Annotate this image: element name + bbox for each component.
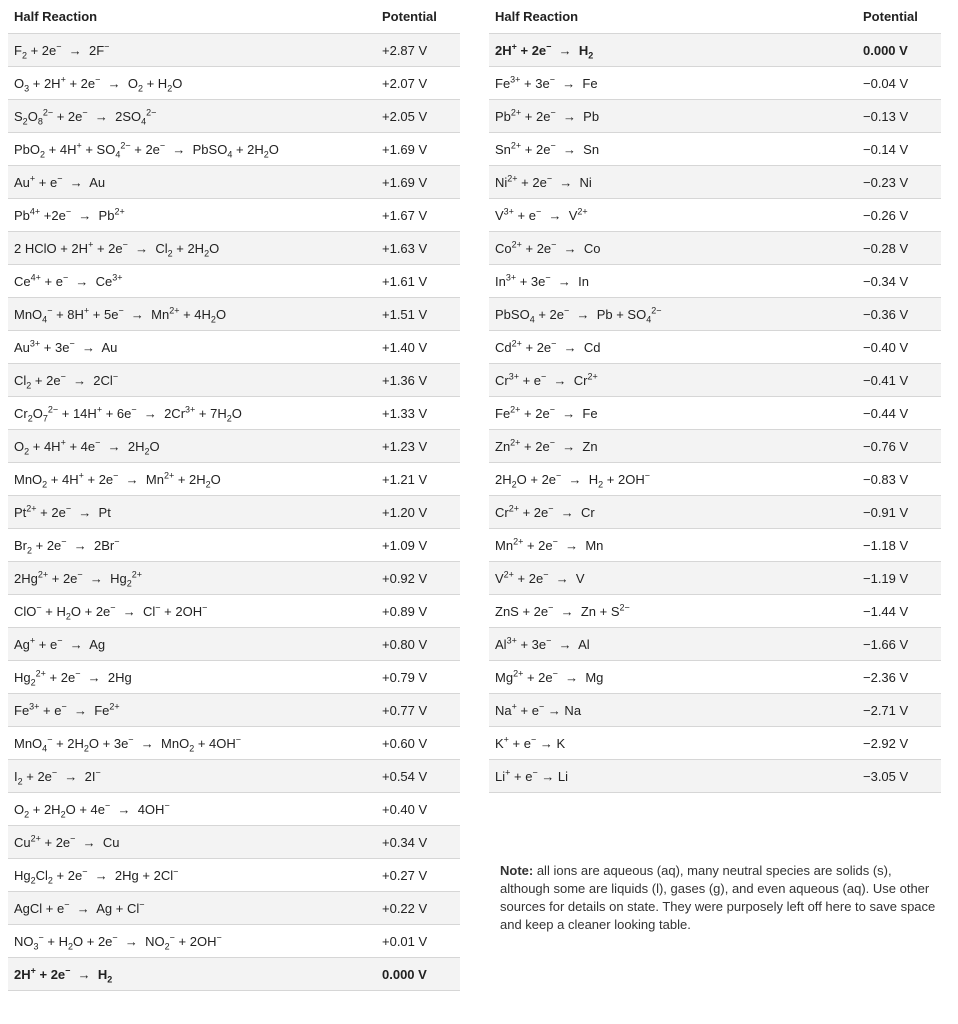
table-row: [8, 892, 460, 925]
table-row: [8, 331, 460, 364]
potential-cell: +1.67 V: [376, 199, 460, 232]
potential-cell: −1.18 V: [857, 529, 941, 562]
left-table-body: [8, 34, 460, 991]
half-reaction-cell: $Zn^{2+} + 2e^- \to Zn$: [489, 430, 857, 463]
potential-cell: −3.05 V: [857, 760, 941, 793]
potential-cell: −0.41 V: [857, 364, 941, 397]
table-row: [8, 496, 460, 529]
half-reaction-cell: $Pb^{4+} +2e^- \to Pb^{2+}$: [8, 199, 376, 232]
potential-cell: +0.22 V: [376, 892, 460, 925]
half-reaction-cell: $ClO^- + H_2O + 2e^- \to Cl^- + 2OH^-$: [8, 595, 376, 628]
potential-cell: +2.87 V: [376, 34, 460, 67]
table-row: [8, 760, 460, 793]
half-reaction-cell: $Mn^{2+} + 2e^- \to Mn$: [489, 529, 857, 562]
half-reaction-cell: Au+ + e− → Au: [8, 166, 376, 199]
potential-cell: +0.89 V: [376, 595, 460, 628]
table-row: [8, 34, 460, 67]
half-reaction-cell: $MnO_4^- + 2H_2O + 3e^- \to MnO_2 + 4OH^-$: [8, 727, 376, 760]
table-row: [489, 133, 941, 166]
potential-cell: +1.33 V: [376, 397, 460, 430]
half-reaction-cell: $Cl_2 + 2e^- \to 2Cl^-$: [8, 364, 376, 397]
table-row: [489, 364, 941, 397]
table-note: [500, 862, 940, 934]
table-row: [489, 595, 941, 628]
potential-cell: −0.83 V: [857, 463, 941, 496]
table-row: [8, 397, 460, 430]
potential-cell: +1.69 V: [376, 133, 460, 166]
right-table-body: [489, 34, 941, 793]
half-reaction-cell: $Cu^{2+} + 2e^- \to Cu$: [8, 826, 376, 859]
reduction-potential-table-right: [489, 0, 941, 793]
half-reaction-cell: $I_2 + 2e^- \to 2I^-$: [8, 760, 376, 793]
potential-cell: +0.92 V: [376, 562, 460, 595]
potential-cell: −1.66 V: [857, 628, 941, 661]
potential-cell: −1.44 V: [857, 595, 941, 628]
potential-cell: −0.36 V: [857, 298, 941, 331]
table-row: [8, 529, 460, 562]
potential-cell: +0.27 V: [376, 859, 460, 892]
half-reaction-cell: $NO_3^- + H_2O + 2e^- \to NO_2^- + 2OH^-$: [8, 925, 376, 958]
table-row: [489, 430, 941, 463]
half-reaction-cell: $Hg_2Cl_2 + 2e^- \to 2Hg + 2Cl^-$: [8, 859, 376, 892]
half-reaction-cell: $Fe^{2+} + 2e^- \to Fe$: [489, 397, 857, 430]
half-reaction-cell: PbSO$_4$ + $2e^- \to Pb + SO_4^{2-}$: [489, 298, 857, 331]
potential-header: Potential: [857, 0, 941, 34]
potential-cell: +2.05 V: [376, 100, 460, 133]
half-reaction-cell: $V^{3+} + e^- \to V^{2+}$: [489, 199, 857, 232]
half-reaction-cell: $O_3 + 2H^+ + 2e^- \to O_2 + H_2O$: [8, 67, 376, 100]
half-reaction-cell: $Ni^{2+} + 2e^- \to Ni$: [489, 166, 857, 199]
half-reaction-cell: $Pt^{2+} + 2e^- \to Pt$: [8, 496, 376, 529]
half-reaction-cell: $MnO_2 + 4H^+ + 2e^- \to Mn^{2+} + 2H_2O$: [8, 463, 376, 496]
table-row: [489, 331, 941, 364]
half-reaction-cell: AgCl + e− → Ag + Cl−: [8, 892, 376, 925]
half-reaction-cell: $MnO_4^- + 8H^+ + 5e^- \to Mn^{2+} + 4H_2O$: [8, 298, 376, 331]
table-row: [489, 100, 941, 133]
half-reaction-cell: $2H^+ + 2e^- \to H_2$: [8, 958, 376, 991]
table-row: [8, 595, 460, 628]
table-row: [489, 34, 941, 67]
potential-cell: −0.26 V: [857, 199, 941, 232]
potential-cell: +0.01 V: [376, 925, 460, 958]
table-row: [8, 925, 460, 958]
potential-cell: −2.71 V: [857, 694, 941, 727]
table-row: [8, 727, 460, 760]
potential-header: Potential: [376, 0, 460, 34]
table-row: [8, 826, 460, 859]
half-reaction-cell: $Fe^{3+} + 3e^- \to Fe$: [489, 67, 857, 100]
potential-cell: +0.54 V: [376, 760, 460, 793]
note-label: Note:: [500, 863, 534, 878]
table-row: [489, 628, 941, 661]
potential-cell: 0.000 V: [857, 34, 941, 67]
potential-cell: −0.44 V: [857, 397, 941, 430]
table-row: [489, 529, 941, 562]
potential-cell: +0.79 V: [376, 661, 460, 694]
potential-cell: 0.000 V: [376, 958, 460, 991]
potential-cell: +1.23 V: [376, 430, 460, 463]
table-row: [8, 265, 460, 298]
potential-cell: +0.77 V: [376, 694, 460, 727]
potential-cell: −0.13 V: [857, 100, 941, 133]
potential-cell: +0.34 V: [376, 826, 460, 859]
table-row: [8, 628, 460, 661]
potential-cell: −2.36 V: [857, 661, 941, 694]
half-reaction-cell: $Br_2 + 2e^- \to 2Br^-$: [8, 529, 376, 562]
half-reaction-cell: $Pb^{2+} + 2e^- \to Pb$: [489, 100, 857, 133]
table-row: [489, 298, 941, 331]
half-reaction-cell: $V^{2+} + 2e^- \to V$: [489, 562, 857, 595]
half-reaction-cell: $S_2O_8^{2-} + 2e^- \to 2SO_4^{2-}$: [8, 100, 376, 133]
half-reaction-cell: 2 HClO + $2H^+ + 2e^- \to Cl_2 + 2H_2O$: [8, 232, 376, 265]
potential-cell: −0.28 V: [857, 232, 941, 265]
half-reaction-cell: $Cr_2O_7^{2-} + 14H^+ + 6e^- \to 2Cr^{3+} + 7H_2O$: [8, 397, 376, 430]
half-reaction-cell: K+ + e− → K: [489, 727, 857, 760]
half-reaction-cell: ZnS + $2e^- \to Zn + S^{2-}$: [489, 595, 857, 628]
table-row: [8, 364, 460, 397]
half-reaction-cell: $Au^{3+} + 3e^- \to Au$: [8, 331, 376, 364]
potential-cell: −0.04 V: [857, 67, 941, 100]
potential-cell: −0.23 V: [857, 166, 941, 199]
table-row: [8, 694, 460, 727]
table-row: [489, 67, 941, 100]
table-row: [8, 463, 460, 496]
note-text: all ions are aqueous (aq), many neutral species are solids (s), although some are liquids (l), gases (g), and even aqueous (aq). Use other sources for details on state. They were purposely left off here to save space and keep a cleaner looking table.: [500, 863, 936, 932]
half-reaction-cell: $Fe^{3+} + e^- \to Fe^{2+}$: [8, 694, 376, 727]
table-row: [489, 265, 941, 298]
potential-cell: +0.40 V: [376, 793, 460, 826]
table-row: [489, 166, 941, 199]
potential-cell: −2.92 V: [857, 727, 941, 760]
table-row: [489, 562, 941, 595]
half-reaction-cell: $Co^{2+} + 2e^- \to Co$: [489, 232, 857, 265]
table-row: [489, 463, 941, 496]
half-reaction-cell: $F_2 + 2e^- \to 2F^-$: [8, 34, 376, 67]
potential-cell: −0.40 V: [857, 331, 941, 364]
potential-cell: −0.34 V: [857, 265, 941, 298]
table-row: [8, 100, 460, 133]
half-reaction-cell: $O_2 + 4H^+ + 4e^- \to 2H_2O$: [8, 430, 376, 463]
potential-cell: −0.91 V: [857, 496, 941, 529]
potential-cell: +1.20 V: [376, 496, 460, 529]
potential-cell: −1.19 V: [857, 562, 941, 595]
potential-cell: +1.61 V: [376, 265, 460, 298]
reduction-potential-table-left: [8, 0, 460, 991]
table-row: [489, 694, 941, 727]
half-reaction-cell: Na+ + e− → Na: [489, 694, 857, 727]
half-reaction-cell: $Hg_2^{2+} + 2e^- \to 2Hg$: [8, 661, 376, 694]
table-row: [8, 199, 460, 232]
half-reaction-cell: $Mg^{2+} + 2e^- \to Mg$: [489, 661, 857, 694]
table-row: [8, 859, 460, 892]
half-reaction-cell: $Sn^{2+} + 2e^- \to Sn$: [489, 133, 857, 166]
table-header-row: [489, 0, 941, 34]
table-row: [489, 496, 941, 529]
half-reaction-cell: $2H^+ + 2e^- \to H_2$: [489, 34, 857, 67]
table-row: [8, 958, 460, 991]
table-header-row: [8, 0, 460, 34]
half-reaction-header: Half Reaction: [489, 0, 857, 34]
table-row: [489, 232, 941, 265]
potential-cell: +1.09 V: [376, 529, 460, 562]
table-row: [8, 430, 460, 463]
potential-cell: +1.51 V: [376, 298, 460, 331]
potential-cell: +1.36 V: [376, 364, 460, 397]
half-reaction-cell: $Cr^{2+} + 2e^- \to Cr$: [489, 496, 857, 529]
table-row: [8, 793, 460, 826]
potential-cell: +1.69 V: [376, 166, 460, 199]
table-row: [8, 298, 460, 331]
table-row: [489, 661, 941, 694]
table-row: [8, 67, 460, 100]
half-reaction-cell: $O_2 + 2H_2O + 4e^- \to 4OH^-$: [8, 793, 376, 826]
potential-cell: +0.80 V: [376, 628, 460, 661]
table-row: [489, 760, 941, 793]
potential-cell: +2.07 V: [376, 67, 460, 100]
half-reaction-cell: Li+ + e− → Li: [489, 760, 857, 793]
potential-cell: +0.60 V: [376, 727, 460, 760]
table-row: [8, 166, 460, 199]
potential-cell: +1.40 V: [376, 331, 460, 364]
table-row: [489, 397, 941, 430]
half-reaction-cell: $In^{3+} + 3e^- \to In$: [489, 265, 857, 298]
half-reaction-cell: $2Hg^{2+} + 2e^- \to Hg_2^{2+}$: [8, 562, 376, 595]
half-reaction-cell: $Ce^{4+} + e^- \to Ce^{3+}$: [8, 265, 376, 298]
half-reaction-cell: $Cr^{3+} + e^- \to Cr^{2+}$: [489, 364, 857, 397]
half-reaction-cell: Ag+ + e− → Ag: [8, 628, 376, 661]
potential-cell: −0.76 V: [857, 430, 941, 463]
half-reaction-cell: $Al^{3+} + 3e^- \to Al$: [489, 628, 857, 661]
potential-cell: −0.14 V: [857, 133, 941, 166]
potential-cell: +1.21 V: [376, 463, 460, 496]
half-reaction-header: Half Reaction: [8, 0, 376, 34]
potential-cell: +1.63 V: [376, 232, 460, 265]
table-row: [489, 199, 941, 232]
table-row: [8, 232, 460, 265]
table-row: [489, 727, 941, 760]
table-row: [8, 133, 460, 166]
table-row: [8, 562, 460, 595]
half-reaction-cell: $Cd^{2+} + 2e^- \to Cd$: [489, 331, 857, 364]
half-reaction-cell: $2H_2O + 2e^- \to H_2 + 2OH^-$: [489, 463, 857, 496]
half-reaction-cell: $PbO_2 + 4H^+ + SO_4^{2-} + 2e^-$ → PbSO$_4$ + $2H_2O$: [8, 133, 376, 166]
table-row: [8, 661, 460, 694]
